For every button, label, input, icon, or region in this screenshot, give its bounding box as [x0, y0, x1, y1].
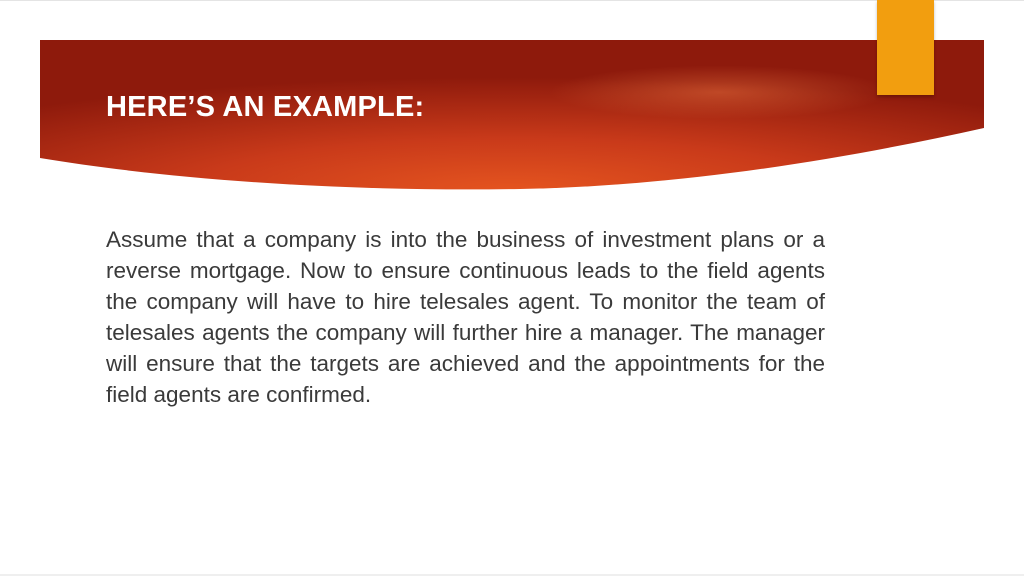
accent-tab [877, 0, 934, 95]
slide-title: HERE’S AN EXAMPLE: [106, 91, 425, 123]
slide-body-text: Assume that a company is into the business of investment plans or a reverse mortgage. Now to ensure continuous leads to the field agents the company will have to hire telesales agent. To monitor the team of telesales agents the company will further hire a manager. The manager will ensure that the targets are achieved and the appointments for the field agents are confirmed. [106, 227, 825, 407]
